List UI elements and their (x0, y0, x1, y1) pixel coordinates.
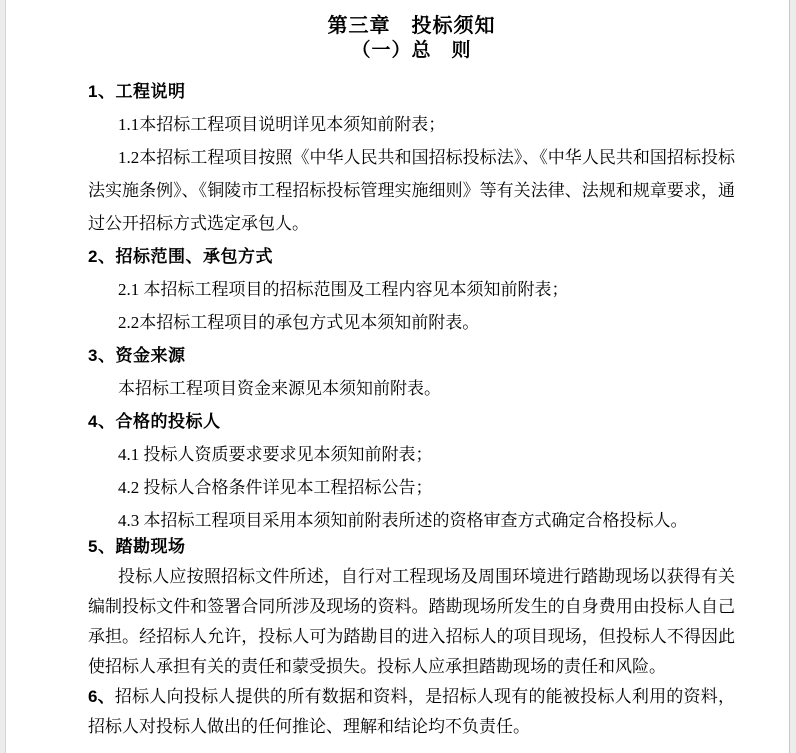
section-6-text: 招标人向投标人提供的所有数据和资料，是招标人现有的能被投标人利用的资料，招标人对投标人做出的任何推论、理解和结论均不负责任。 (88, 687, 735, 736)
page-title: 第三章 投标须知 (327, 15, 496, 37)
clause-2-2: 2.2本招标工程项目的承包方式见本须知前附表。 (118, 313, 480, 332)
section-4-heading: 4、合格的投标人 (88, 412, 221, 431)
section-1-heading: 1、工程说明 (88, 82, 186, 101)
page-content (6, 0, 789, 742)
page-subtitle: （一）总 则 (351, 40, 472, 61)
clause-2-1: 2.1 本招标工程项目的招标范围及工程内容见本须知前附表； (118, 280, 569, 299)
document-page (5, 0, 790, 753)
section-6-paragraph (88, 682, 735, 742)
section-6-number: 6、 (88, 687, 115, 706)
section-5-heading: 5、踏勘现场 (88, 537, 186, 556)
section-2-heading: 2、招标范围、承包方式 (88, 247, 273, 266)
clause-1-1: 1.1本招标工程项目说明详见本须知前附表； (118, 115, 446, 134)
clause-1-2: 1.2本招标工程项目按照《中华人民共和国招标投标法》、《中华人民共和国招标投标法实施条例》、《铜陵市工程招标投标管理实施细则》等有关法律、法规和规章要求，通过公开招标方式选定承包人。 (88, 148, 735, 233)
section-3-heading: 3、资金来源 (88, 346, 186, 365)
clause-4-1: 4.1 投标人资质要求要求见本须知前附表； (118, 445, 433, 464)
clause-4-2: 4.2 投标人合格条件详见本工程招标公告； (118, 478, 433, 497)
clause-4-3: 4.3 本招标工程项目采用本须知前附表所述的资格审查方式确定合格投标人。 (118, 511, 688, 530)
section-5-body: 投标人应按照招标文件所述，自行对工程现场及周围环境进行踏勘现场以获得有关编制投标文件和签署合同所涉及现场的资料。踏勘现场所发生的自身费用由投标人自己承担。经招标人允许，投标人可为踏勘目的进入招标人的项目现场，但投标人不得因此使招标人承担有关的责任和蒙受损失。投标人应承担踏勘现场的责任和风险。 (88, 567, 735, 676)
section-3-body: 本招标工程项目资金来源见本须知前附表。 (118, 379, 441, 398)
